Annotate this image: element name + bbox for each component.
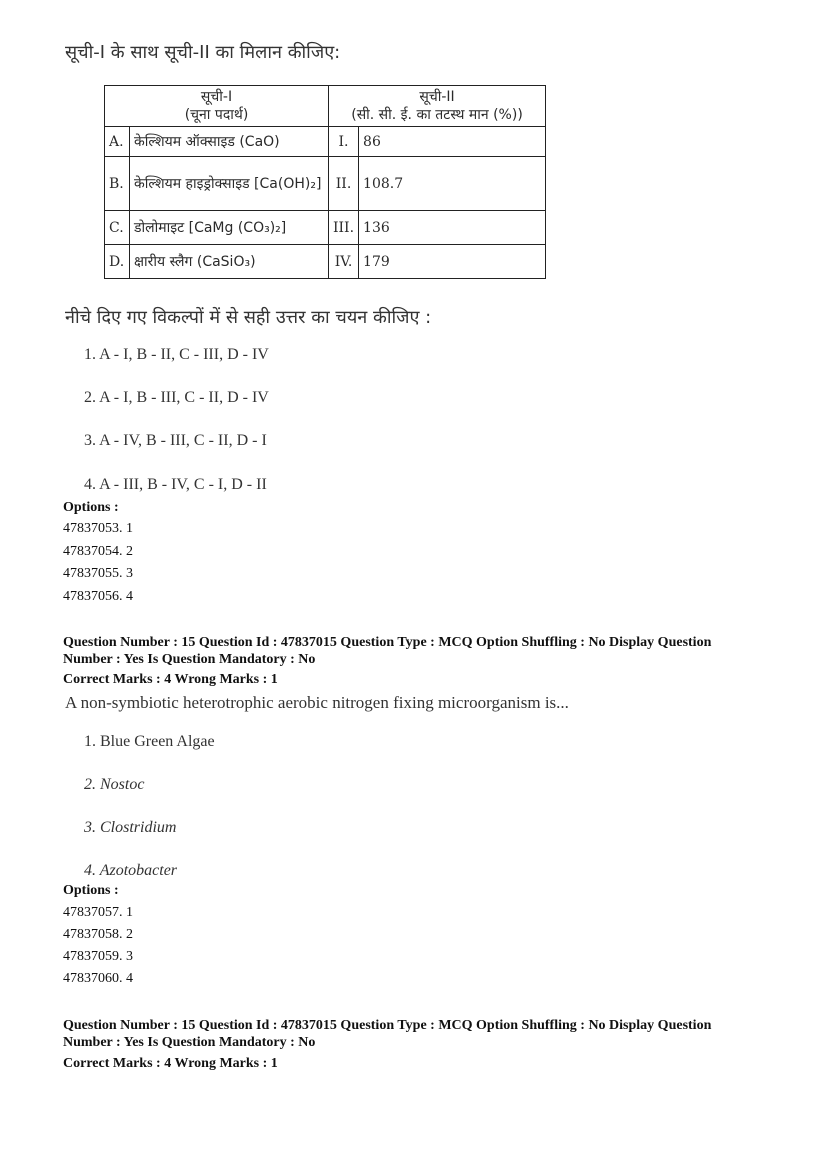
row-item: क्षारीय स्लैग (CaSiO₃) xyxy=(130,245,329,279)
row-roman: III. xyxy=(329,211,359,245)
row-roman: II. xyxy=(329,157,359,211)
row-letter: B. xyxy=(105,157,130,211)
question-meta: Question Number : 15 Question Id : 47837015 Question Type : MCQ Option Shuffling : No Display Question xyxy=(63,635,712,650)
list-1-header: सूची-I (चूना पदार्थ) xyxy=(105,86,329,127)
choice-2: 2. A - I, B - III, C - II, D - IV xyxy=(84,389,269,406)
choice-2: 2. Nostoc xyxy=(84,776,145,793)
list-2-header: सूची-II (सी. सी. ई. का तटस्थ मान (%)) xyxy=(329,86,546,127)
options-label: Options : xyxy=(63,500,119,515)
table-header-row xyxy=(105,86,546,127)
question-meta-cont: Number : Yes Is Question Mandatory : No xyxy=(63,1035,316,1050)
option-id: 47837059. 3 xyxy=(63,949,133,964)
marks-line: Correct Marks : 4 Wrong Marks : 1 xyxy=(63,672,278,687)
option-id: 47837060. 4 xyxy=(63,971,133,986)
choice-1: 1. Blue Green Algae xyxy=(84,733,215,750)
choice-3: 3. Clostridium xyxy=(84,819,177,836)
table-row xyxy=(105,211,546,245)
match-table xyxy=(104,85,546,279)
row-value: 179 xyxy=(359,245,546,279)
option-id: 47837056. 4 xyxy=(63,589,133,604)
match-heading: सूची-I के साथ सूची-II का मिलान कीजिए: xyxy=(65,42,341,63)
row-item: केल्शियम हाइड्रोक्साइड [Ca(OH)₂] xyxy=(130,157,329,211)
row-value: 136 xyxy=(359,211,546,245)
option-id: 47837053. 1 xyxy=(63,521,133,536)
marks-line: Correct Marks : 4 Wrong Marks : 1 xyxy=(63,1056,278,1071)
option-id: 47837058. 2 xyxy=(63,927,133,942)
row-value: 108.7 xyxy=(359,157,546,211)
option-id: 47837054. 2 xyxy=(63,544,133,559)
option-id: 47837057. 1 xyxy=(63,905,133,920)
options-label: Options : xyxy=(63,883,119,898)
choice-4: 4. A - III, B - IV, C - I, D - II xyxy=(84,476,267,493)
question-meta-cont: Number : Yes Is Question Mandatory : No xyxy=(63,652,316,667)
option-id: 47837055. 3 xyxy=(63,566,133,581)
table-row xyxy=(105,157,546,211)
row-item: डोलोमाइट [CaMg (CO₃)₂] xyxy=(130,211,329,245)
choice-3: 3. A - IV, B - III, C - II, D - I xyxy=(84,432,267,449)
question-meta: Question Number : 15 Question Id : 47837015 Question Type : MCQ Option Shuffling : No Display Question xyxy=(63,1018,712,1033)
row-item: केल्शियम ऑक्साइड (CaO) xyxy=(130,127,329,157)
instruction-text: नीचे दिए गए विकल्पों में से सही उत्तर का चयन कीजिए : xyxy=(65,307,432,328)
row-letter: D. xyxy=(105,245,130,279)
row-letter: C. xyxy=(105,211,130,245)
choice-1: 1. A - I, B - II, C - III, D - IV xyxy=(84,346,269,363)
row-roman: IV. xyxy=(329,245,359,279)
row-letter: A. xyxy=(105,127,130,157)
row-value: 86 xyxy=(359,127,546,157)
table-row xyxy=(105,127,546,157)
table-row xyxy=(105,245,546,279)
row-roman: I. xyxy=(329,127,359,157)
question-text: A non-symbiotic heterotrophic aerobic nitrogen fixing microorganism is... xyxy=(65,693,569,712)
choice-4: 4. Azotobacter xyxy=(84,862,178,879)
